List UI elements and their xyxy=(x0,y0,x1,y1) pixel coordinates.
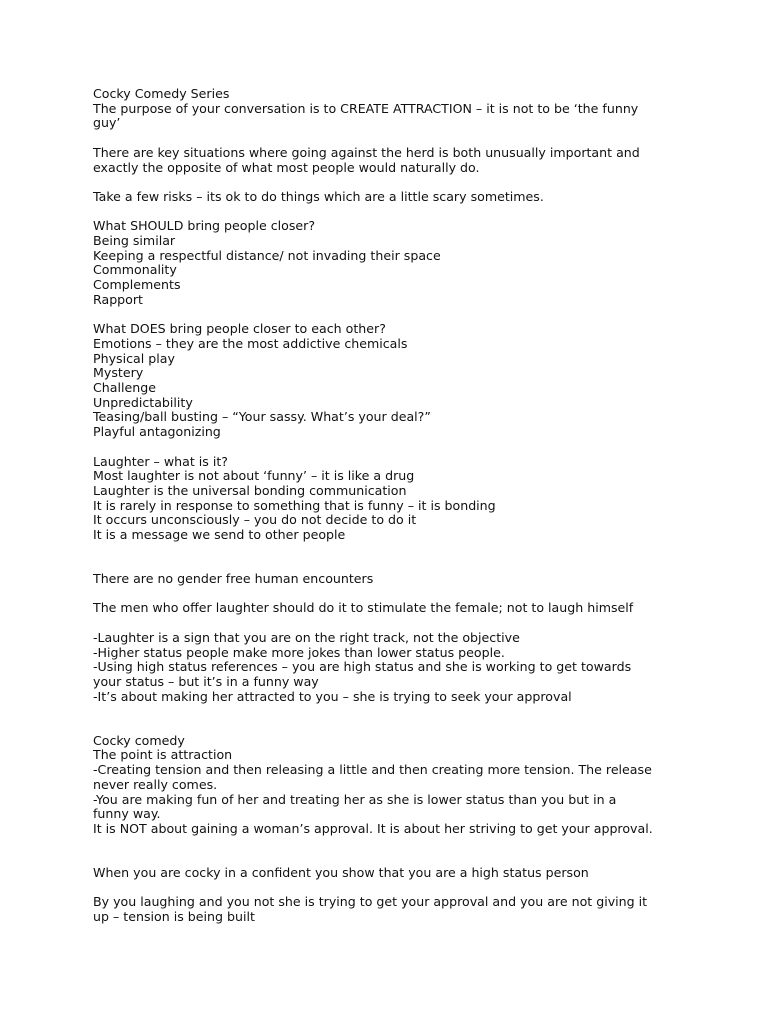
doc-line: Cocky Comedy Series xyxy=(93,86,230,101)
doc-line: Laughter is the universal bonding communication xyxy=(93,482,407,498)
doc-line: It is a message we send to other people xyxy=(93,527,346,543)
doc-line xyxy=(93,881,693,896)
document-page xyxy=(93,87,693,925)
doc-line: -Using high status references – you are high status and she is working to get towards xyxy=(93,659,632,675)
doc-line: funny way. xyxy=(93,806,161,822)
doc-line: Teasing/ball busting – “Your sassy. What’s your deal?” xyxy=(93,409,431,425)
doc-line xyxy=(93,719,693,734)
doc-line: It is rarely in response to something that is funny – it is bonding xyxy=(93,497,496,513)
doc-line: There are key situations where going against the herd is both unusually important and xyxy=(93,144,640,160)
doc-line xyxy=(93,175,693,190)
doc-line xyxy=(93,308,693,323)
doc-line: Take a few risks – its ok to do things which are a little scary sometimes. xyxy=(93,188,544,204)
doc-line: Commonality xyxy=(93,262,177,278)
doc-line: never really comes. xyxy=(93,776,218,792)
doc-line: -You are making fun of her and treating her as she is lower status than you but in a xyxy=(93,791,617,807)
doc-line xyxy=(93,587,693,602)
doc-line: Most laughter is not about ‘funny’ – it is like a drug xyxy=(93,468,415,484)
doc-line xyxy=(93,557,693,572)
doc-line xyxy=(93,543,693,558)
doc-line: -It’s about making her attracted to you – she is trying to seek your approval xyxy=(93,688,572,704)
doc-line: What DOES bring people closer to each other? xyxy=(93,321,386,337)
doc-line: It is NOT about gaining a woman’s approval. It is about her striving to get your approval. xyxy=(93,820,653,836)
doc-line: Complements xyxy=(93,277,181,293)
doc-line: -Higher status people make more jokes than lower status people. xyxy=(93,644,505,660)
doc-line: By you laughing and you not she is trying to get your approval and you are not giving it xyxy=(93,894,648,910)
doc-line: your status – but it’s in a funny way xyxy=(93,673,319,689)
doc-line: When you are cocky in a confident you show that you are a high status person xyxy=(93,865,589,881)
doc-line xyxy=(93,704,693,719)
doc-line: Mystery xyxy=(93,365,144,381)
doc-line: It occurs unconsciously – you do not decide to do it xyxy=(93,512,417,528)
doc-line xyxy=(93,837,693,852)
doc-line: Being similar xyxy=(93,232,176,248)
doc-line: Cocky comedy xyxy=(93,732,185,748)
doc-line xyxy=(93,440,693,455)
doc-line: Keeping a respectful distance/ not invading their space xyxy=(93,247,441,263)
doc-line: What SHOULD bring people closer? xyxy=(93,218,316,234)
doc-line: Playful antagonizing xyxy=(93,424,221,440)
doc-line xyxy=(93,851,693,866)
doc-line: guy’ xyxy=(93,115,121,131)
doc-line: There are no gender free human encounters xyxy=(93,571,374,587)
doc-line: Laughter – what is it? xyxy=(93,453,228,469)
doc-line: exactly the opposite of what most people would naturally do. xyxy=(93,159,480,175)
doc-line: The purpose of your conversation is to CREATE ATTRACTION – it is not to be ‘the funny xyxy=(93,100,639,116)
doc-line: The point is attraction xyxy=(93,747,233,763)
doc-line: Physical play xyxy=(93,350,175,366)
doc-line xyxy=(93,205,693,220)
doc-line: The men who offer laughter should do it to stimulate the female; not to laugh himself xyxy=(93,600,634,616)
doc-line: Emotions – they are the most addictive chemicals xyxy=(93,335,408,351)
doc-line xyxy=(93,131,693,146)
doc-line: Unpredictability xyxy=(93,394,193,410)
doc-line: -Laughter is a sign that you are on the right track, not the objective xyxy=(93,629,520,645)
doc-line xyxy=(93,616,693,631)
doc-line: Rapport xyxy=(93,291,143,307)
doc-line: Challenge xyxy=(93,380,156,395)
doc-line: -Creating tension and then releasing a little and then creating more tension. The release xyxy=(93,762,652,778)
doc-line: up – tension is being built xyxy=(93,909,255,925)
